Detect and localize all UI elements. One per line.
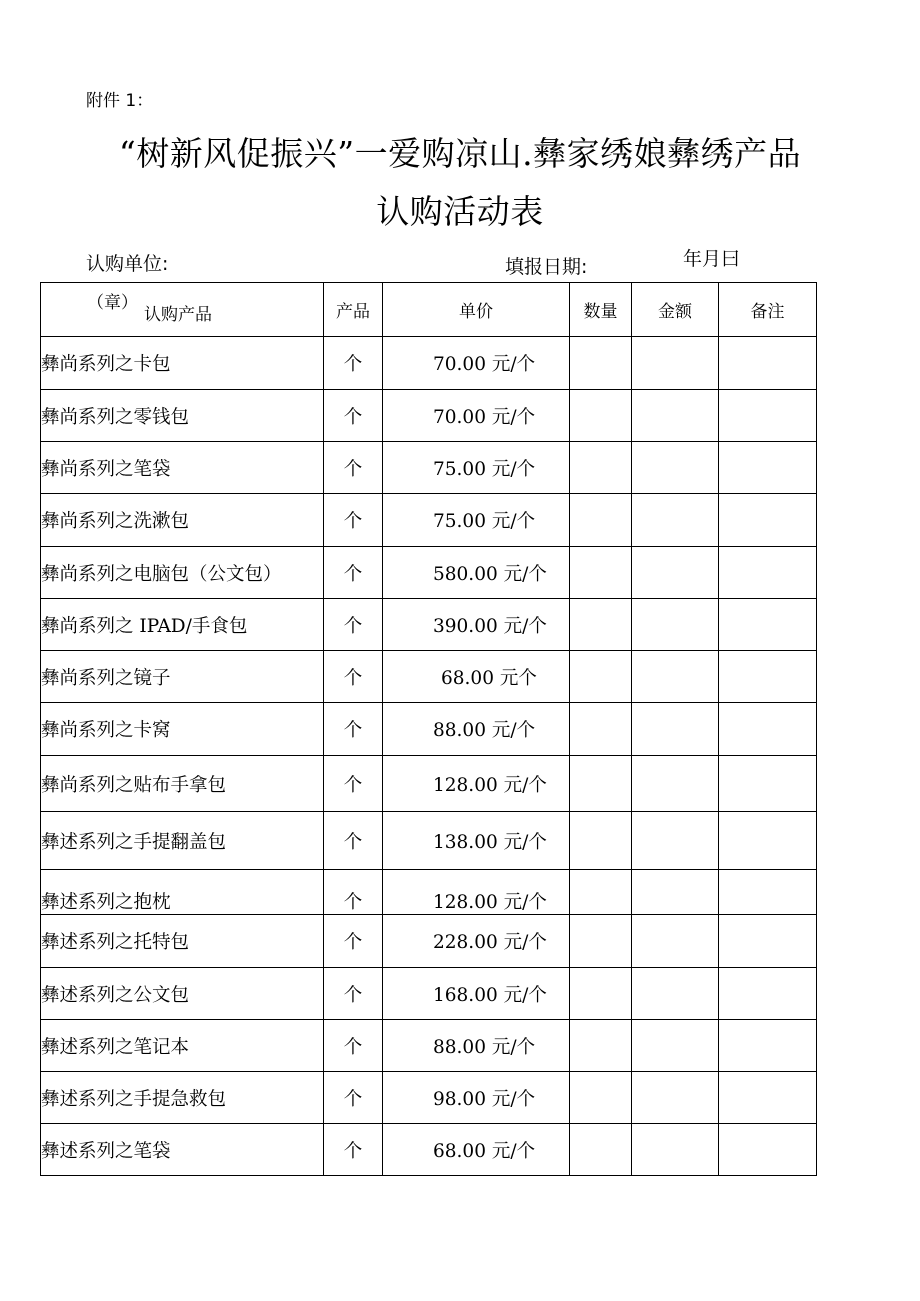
quantity-cell <box>570 1072 632 1124</box>
remarks-cell <box>719 442 817 494</box>
report-date-placeholder: 年月曰 <box>683 248 741 270</box>
remarks-cell <box>719 870 817 915</box>
table-row <box>41 1020 817 1072</box>
product-unit-cell: 个 <box>324 1124 383 1176</box>
remarks-cell <box>719 599 817 651</box>
remarks-cell <box>719 390 817 442</box>
unit-price-text: 68.00 元个 <box>441 667 537 689</box>
unit-price-text: 75.00 元/个 <box>433 458 536 480</box>
quantity-cell <box>570 442 632 494</box>
quantity-cell <box>570 870 632 915</box>
unit-price-text: 70.00 元/个 <box>433 354 536 375</box>
remarks-cell <box>719 968 817 1020</box>
unit-price-cell <box>383 494 570 547</box>
amount-cell <box>632 756 719 812</box>
amount-cell <box>632 494 719 547</box>
unit-price-text: 128.00 元/个 <box>433 892 547 913</box>
remarks-cell <box>719 756 817 812</box>
header-quantity: 数量 <box>570 283 632 337</box>
unit-price-text: 88.00 元/个 <box>433 720 536 741</box>
table-row <box>41 599 817 651</box>
product-name-cell: 彝述系列之托特包 <box>41 915 324 968</box>
quantity-cell <box>570 915 632 968</box>
document-title-line-2: 认购活动表 <box>376 192 544 231</box>
product-name-cell: 彝尚系列之 IPAD/手食包 <box>41 599 324 651</box>
remarks-cell <box>719 1072 817 1124</box>
product-name-cell: 彝述系列之笔袋 <box>41 1124 324 1176</box>
unit-price-cell <box>383 390 570 442</box>
remarks-cell <box>719 1020 817 1072</box>
table-row <box>41 968 817 1020</box>
product-unit-cell: 个 <box>324 1072 383 1124</box>
table-row <box>41 442 817 494</box>
table-row <box>41 337 817 390</box>
product-unit-cell: 个 <box>324 870 383 915</box>
remarks-cell <box>719 494 817 547</box>
product-unit-cell: 个 <box>324 756 383 812</box>
product-unit-cell: 个 <box>324 337 383 390</box>
document-title-line-1: “树新风促振兴”一爱购凉山.彝家绣娘彝绣产品 <box>118 134 802 173</box>
subscribing-unit-label: 认购单位: <box>86 253 169 275</box>
table-row <box>41 756 817 812</box>
amount-cell <box>632 1020 719 1072</box>
remarks-cell <box>719 547 817 599</box>
unit-price-cell <box>383 337 570 390</box>
product-name-cell: 彝尚系列之电脑包（公文包） <box>41 547 324 599</box>
amount-cell <box>632 337 719 390</box>
header-unit: 产品 <box>324 283 383 337</box>
product-unit-cell: 个 <box>324 599 383 651</box>
remarks-cell <box>719 1124 817 1176</box>
amount-cell <box>632 651 719 703</box>
table-row <box>41 1072 817 1124</box>
product-name-cell: 彝述系列之公文包 <box>41 968 324 1020</box>
quantity-cell <box>570 756 632 812</box>
remarks-cell <box>719 812 817 870</box>
unit-price-cell <box>383 968 570 1020</box>
table-row <box>41 1124 817 1176</box>
product-unit-cell: 个 <box>324 390 383 442</box>
amount-cell <box>632 390 719 442</box>
quantity-cell <box>570 494 632 547</box>
unit-price-cell <box>383 1124 570 1176</box>
unit-price-cell <box>383 915 570 968</box>
table-header-row <box>41 283 817 337</box>
product-name-cell: 彝尚系列之卡包 <box>41 337 324 390</box>
table-row <box>41 390 817 442</box>
unit-price-text: 168.00 元/个 <box>433 984 547 1006</box>
product-name-cell: 彝尚系列之镜子 <box>41 651 324 703</box>
product-unit-cell: 个 <box>324 547 383 599</box>
product-name-cell: 彝述系列之笔记本 <box>41 1020 324 1072</box>
remarks-cell <box>719 703 817 756</box>
product-name-cell: 彝述系列之手提翻盖包 <box>41 812 324 870</box>
quantity-cell <box>570 547 632 599</box>
product-unit-cell: 个 <box>324 494 383 547</box>
table-row <box>41 494 817 547</box>
table-row <box>41 547 817 599</box>
subscription-table <box>40 282 817 1176</box>
product-unit-cell: 个 <box>324 1020 383 1072</box>
unit-price-text: 390.00 元/个 <box>433 615 547 637</box>
quantity-cell <box>570 337 632 390</box>
unit-price-cell <box>383 547 570 599</box>
unit-price-cell <box>383 1020 570 1072</box>
product-unit-cell: 个 <box>324 915 383 968</box>
quantity-cell <box>570 968 632 1020</box>
table-row <box>41 812 817 870</box>
report-date-label: 填报日期: <box>505 256 588 278</box>
header-price: 单价 <box>383 283 570 337</box>
unit-price-cell <box>383 599 570 651</box>
product-unit-cell: 个 <box>324 968 383 1020</box>
quantity-cell <box>570 599 632 651</box>
quantity-cell <box>570 1124 632 1176</box>
product-name-cell: 彝尚系列之贴布手拿包 <box>41 756 324 812</box>
unit-price-cell <box>383 703 570 756</box>
quantity-cell <box>570 651 632 703</box>
product-unit-cell: 个 <box>324 812 383 870</box>
unit-price-cell <box>383 756 570 812</box>
quantity-cell <box>570 703 632 756</box>
unit-price-text: 228.00 元/个 <box>433 932 547 953</box>
product-name-cell: 彝述系列之手提急救包 <box>41 1072 324 1124</box>
unit-price-text: 98.00 元/个 <box>433 1088 536 1110</box>
amount-cell <box>632 812 719 870</box>
product-name-cell: 彝述系列之抱枕 <box>41 870 324 915</box>
amount-cell <box>632 1072 719 1124</box>
unit-price-text: 75.00 元/个 <box>433 511 536 532</box>
quantity-cell <box>570 812 632 870</box>
remarks-cell <box>719 337 817 390</box>
quantity-cell <box>570 1020 632 1072</box>
unit-price-cell <box>383 870 570 915</box>
product-unit-cell: 个 <box>324 651 383 703</box>
amount-cell <box>632 703 719 756</box>
product-unit-cell: 个 <box>324 442 383 494</box>
product-name-cell: 彝尚系列之洗漱包 <box>41 494 324 547</box>
unit-price-text: 68.00 元/个 <box>433 1140 536 1162</box>
product-name-cell: 彝尚系列之零钱包 <box>41 390 324 442</box>
unit-price-cell <box>383 812 570 870</box>
header-remarks: 备注 <box>719 283 817 337</box>
unit-price-text: 88.00 元/个 <box>433 1036 536 1058</box>
unit-price-cell <box>383 651 570 703</box>
unit-price-cell <box>383 442 570 494</box>
amount-cell <box>632 599 719 651</box>
remarks-cell <box>719 915 817 968</box>
quantity-cell <box>570 390 632 442</box>
amount-cell <box>632 547 719 599</box>
table-row <box>41 915 817 968</box>
remarks-cell <box>719 651 817 703</box>
amount-cell <box>632 1124 719 1176</box>
product-unit-cell: 个 <box>324 703 383 756</box>
attachment-label: 附件 1： <box>86 91 154 111</box>
product-name-cell: 彝尚系列之笔袋 <box>41 442 324 494</box>
table-row <box>41 651 817 703</box>
seal-label: （章） <box>87 293 138 313</box>
header-amount: 金额 <box>632 283 719 337</box>
amount-cell <box>632 968 719 1020</box>
product-name-cell: 彝尚系列之卡窝 <box>41 703 324 756</box>
table-row <box>41 870 817 915</box>
amount-cell <box>632 870 719 915</box>
amount-cell <box>632 915 719 968</box>
header-product <box>41 283 324 337</box>
unit-price-text: 70.00 元/个 <box>433 406 536 428</box>
unit-price-text: 580.00 元/个 <box>433 563 547 585</box>
table-row <box>41 703 817 756</box>
amount-cell <box>632 442 719 494</box>
unit-price-text: 138.00 元/个 <box>433 831 547 853</box>
header-product-label: 认购产品 <box>144 305 212 325</box>
unit-price-cell <box>383 1072 570 1124</box>
unit-price-text: 128.00 元/个 <box>433 774 547 796</box>
